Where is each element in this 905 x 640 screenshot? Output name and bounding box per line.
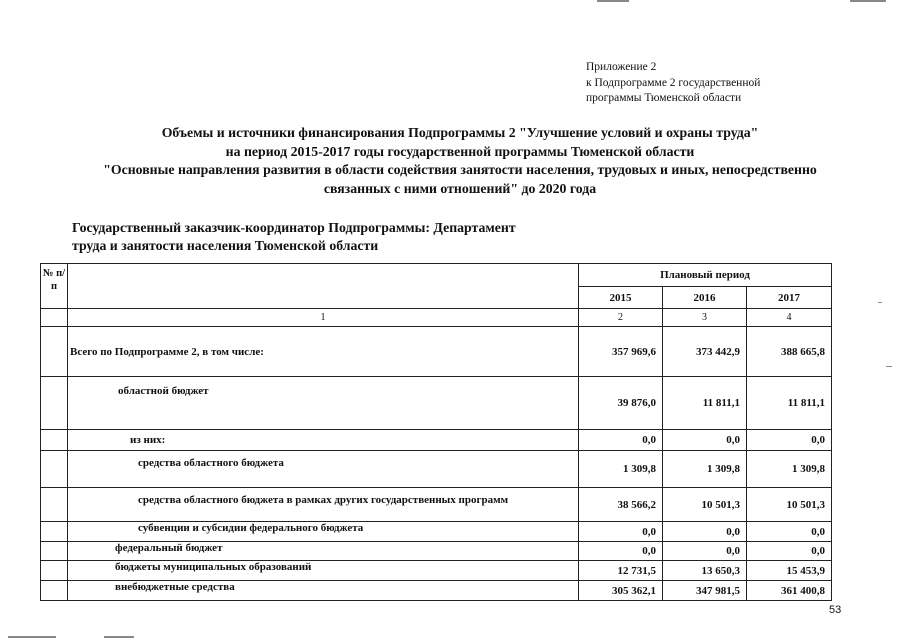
- row-label: субвенции и субсидии федерального бюджета: [68, 522, 579, 542]
- financing-table: [40, 263, 832, 601]
- value-2017: 388 665,8: [747, 327, 832, 377]
- scan-mark: [878, 302, 882, 303]
- appendix-note: [586, 60, 760, 107]
- scan-mark: [8, 636, 56, 638]
- document-title: [40, 124, 880, 198]
- table-row: [41, 451, 832, 488]
- value-2015: 38 566,2: [579, 488, 663, 522]
- value-2015: 357 969,6: [579, 327, 663, 377]
- appendix-line-1: Приложение 2: [586, 61, 657, 73]
- value-2017: 10 501,3: [747, 488, 832, 522]
- value-2017: 0,0: [747, 542, 832, 561]
- row-number-cell: [41, 377, 68, 430]
- value-2016: 0,0: [663, 430, 747, 451]
- value-2016: 11 811,1: [663, 377, 747, 430]
- table-row: [41, 430, 832, 451]
- value-2016: 0,0: [663, 542, 747, 561]
- title-line-2: на период 2015-2017 годы государственной программы Тюменской области: [225, 143, 695, 159]
- value-2016: 1 309,8: [663, 451, 747, 488]
- row-label: федеральный бюджет: [68, 542, 579, 561]
- row-number-cell: [41, 488, 68, 522]
- value-2015: 12 731,5: [579, 561, 663, 581]
- value-2016: 347 981,5: [663, 581, 747, 601]
- row-label: внебюджетные средства: [68, 581, 579, 601]
- row-number-cell: [41, 561, 68, 581]
- scan-mark: [886, 366, 892, 367]
- table-row: [41, 488, 832, 522]
- value-2017: 361 400,8: [747, 581, 832, 601]
- page-number: 53: [829, 604, 842, 616]
- table-row: [41, 561, 832, 581]
- customer-line-2: труда и занятости населения Тюменской области: [72, 238, 379, 253]
- title-line-4: связанных с ними отношений" до 2020 года: [323, 180, 597, 196]
- header-year-2016: 2016: [663, 287, 747, 309]
- row-number-cell: [41, 451, 68, 488]
- scan-mark: [597, 0, 629, 2]
- value-2017: 0,0: [747, 430, 832, 451]
- header-name-cell: [68, 264, 579, 309]
- value-2015: 0,0: [579, 430, 663, 451]
- state-customer: [72, 219, 516, 255]
- value-2015: 305 362,1: [579, 581, 663, 601]
- table-row: [41, 327, 832, 377]
- row-number-cell: [41, 542, 68, 561]
- header-year-2015: 2015: [579, 287, 663, 309]
- index-cell-empty: [41, 309, 68, 327]
- appendix-line-2: к Подпрограмме 2 государственной: [586, 76, 761, 89]
- row-label: из них:: [68, 430, 579, 451]
- value-2016: 13 650,3: [663, 561, 747, 581]
- table-row: [41, 377, 832, 430]
- row-number-cell: [41, 581, 68, 601]
- row-label: средства областного бюджета: [68, 451, 579, 488]
- value-2016: 0,0: [663, 522, 747, 542]
- value-2015: 39 876,0: [579, 377, 663, 430]
- index-cell-3: 3: [663, 309, 747, 327]
- row-number-cell: [41, 430, 68, 451]
- table-row: [41, 542, 832, 561]
- row-number-cell: [41, 327, 68, 377]
- row-number-cell: [41, 522, 68, 542]
- scan-mark: [104, 636, 134, 638]
- value-2016: 10 501,3: [663, 488, 747, 522]
- index-cell-4: 4: [747, 309, 832, 327]
- value-2017: 11 811,1: [747, 377, 832, 430]
- value-2016: 373 442,9: [663, 327, 747, 377]
- header-year-2017: 2017: [747, 287, 832, 309]
- row-label: областной бюджет: [68, 377, 579, 430]
- scan-mark: [850, 0, 886, 2]
- value-2017: 1 309,8: [747, 451, 832, 488]
- row-label: бюджеты муниципальных образований: [68, 561, 579, 581]
- value-2017: 15 453,9: [747, 561, 832, 581]
- row-label: средства областного бюджета в рамках других государственных программ: [68, 488, 579, 522]
- value-2015: 1 309,8: [579, 451, 663, 488]
- value-2017: 0,0: [747, 522, 832, 542]
- appendix-line-3: программы Тюменской области: [586, 92, 742, 104]
- index-cell-2: 2: [579, 309, 663, 327]
- header-planned-period: Плановый период: [579, 264, 832, 287]
- value-2015: 0,0: [579, 542, 663, 561]
- value-2015: 0,0: [579, 522, 663, 542]
- customer-line-1: Государственный заказчик-координатор Подпрограммы: Департамент: [72, 220, 516, 235]
- title-line-3: "Основные направления развития в области содействия занятости населения, трудовых и иных, непосредственно: [103, 162, 817, 177]
- table-row: [41, 522, 832, 542]
- header-row-number: № п/п: [41, 264, 68, 309]
- table-row: [41, 581, 832, 601]
- row-label: Всего по Подпрограмме 2, в том числе:: [68, 327, 579, 377]
- title-line-1: Объемы и источники финансирования Подпрограммы 2 "Улучшение условий и охраны труда": [161, 125, 759, 140]
- index-cell-1: 1: [68, 309, 579, 327]
